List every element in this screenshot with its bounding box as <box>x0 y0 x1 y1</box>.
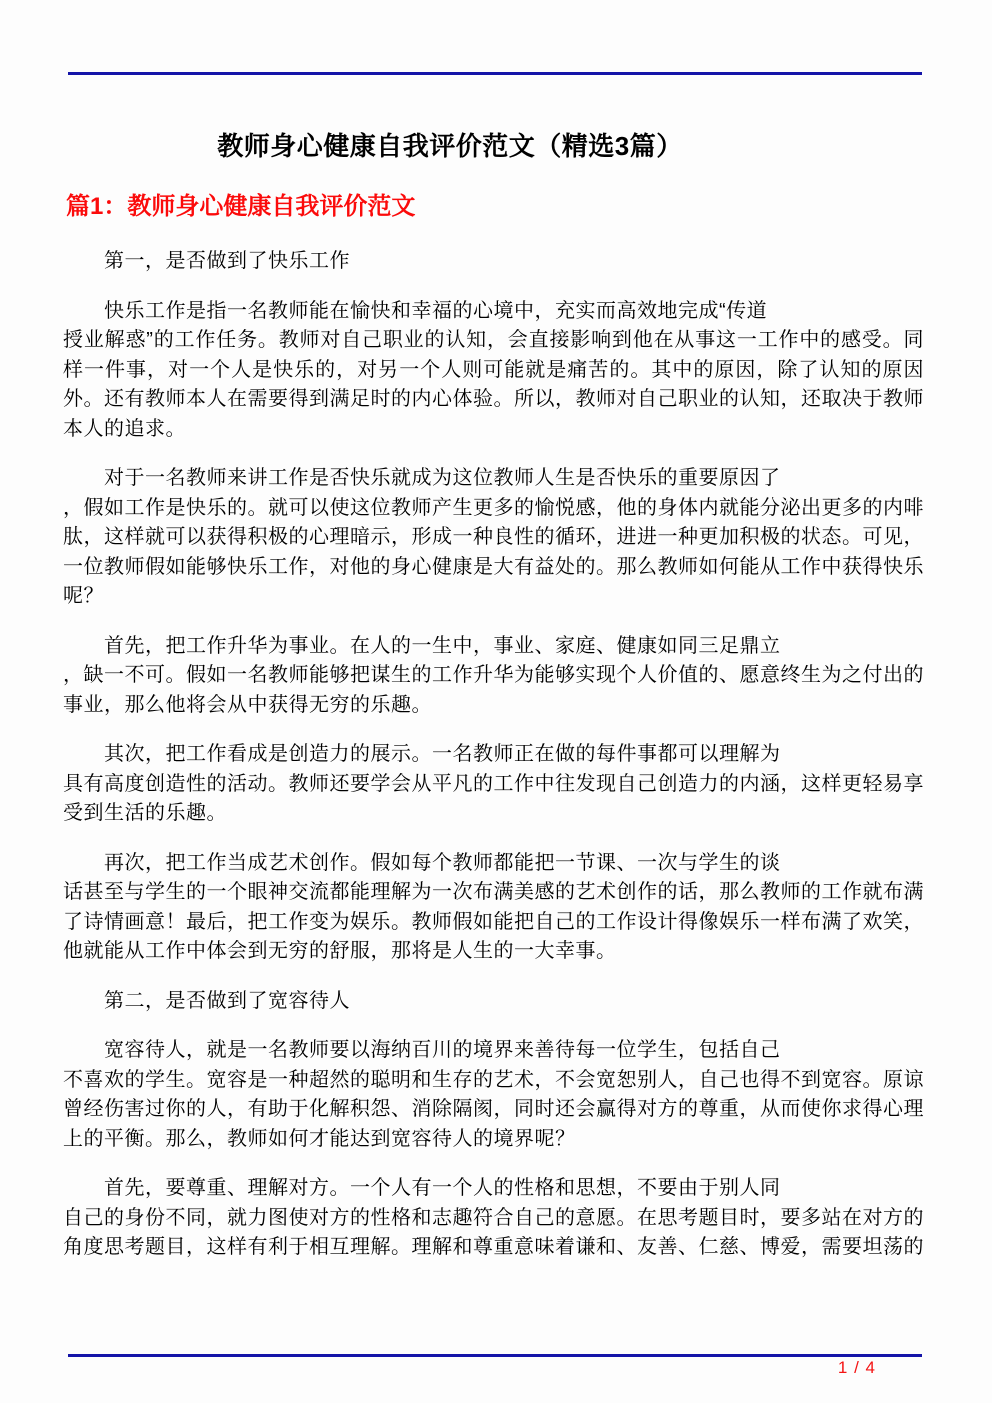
paragraph-rest: 具有高度创造性的活动。教师还要学会从平凡的工作中往发现自己创造力的内涵，这样更轻易享受到生活的乐趣。 <box>63 772 924 824</box>
paragraph-rest: ，缺一不可。假如一名教师能够把谋生的工作升华为能够实现个人价值的、愿意终生为之付出的事业，那么他将会从中获得无穷的乐趣。 <box>63 664 924 716</box>
paragraph-rest: 自己的身份不同，就力图使对方的性格和志趣符合自己的意愿。在思考题目时，要多站在对方的角度思考题目，这样有利于相互理解。理解和尊重意味着谦和、友善、仁慈、博爱，需要坦荡的 <box>63 1206 924 1258</box>
paragraph-first-line: 首先，要尊重、理解对方。一个人有一个人的性格和思想，不要由于别人同 <box>104 1177 781 1199</box>
paragraph-subhead <box>63 247 924 277</box>
paragraph <box>63 740 924 829</box>
paragraph-first-line: 宽容待人，就是一名教师要以海纳百川的境界来善待每一位学生，包括自己 <box>104 1039 781 1061</box>
paragraph <box>63 849 924 967</box>
footer-divider <box>68 1354 922 1357</box>
paragraph <box>63 1174 924 1263</box>
paragraph-first-line: 快乐工作是指一名教师能在愉快和幸福的心境中，充实而高效地完成“传道 <box>104 299 768 322</box>
paragraph-first-line: 对于一名教师来讲工作是否快乐就成为这位教师人生是否快乐的重要原因了 <box>104 467 781 489</box>
paragraph-first-line: 其次，把工作看成是创造力的展示。一名教师正在做的每件事都可以理解为 <box>104 743 781 765</box>
paragraph-rest: 授业解惑”的工作任务。教师对自己职业的认知，会直接影响到他在从事这一工作中的感受。同样一件事，对一个人是快乐的，对另一个人则可能就是痛苦的。其中的原因，除了认知的原因外。还有教师本人在需要得到满足时的内心体验。所以，教师对自己职业的认知，还取决于教师本人的追求。 <box>63 329 924 440</box>
page-number: 1 / 4 <box>837 1358 876 1377</box>
paragraph-rest: ，假如工作是快乐的。就可以使这位教师产生更多的愉悦感，他的身体内就能分泌出更多的内啡肽，这样就可以获得积极的心理暗示，形成一种良性的循环，进进一种更加积极的状态。可见，一位教师假如能够快乐工作，对他的身心健康是大有益处的。那么教师如何能从工作中获得快乐呢？ <box>63 496 924 607</box>
page-title: 教师身心健康自我评价范文（精选3篇） <box>217 131 683 161</box>
document-body <box>63 247 924 1283</box>
paragraph <box>63 464 924 612</box>
paragraph-first-line: 首先，把工作升华为事业。在人的一生中，事业、家庭、健康如同三足鼎立 <box>104 634 781 657</box>
section-heading: 篇1：教师身心健康自我评价范文 <box>66 193 416 220</box>
paragraph-text: 第一，是否做到了快乐工作 <box>104 250 350 272</box>
paragraph-first-line: 再次，把工作当成艺术创作。假如每个教师都能把一节课、一次与学生的谈 <box>104 851 781 874</box>
paragraph-subhead <box>63 987 924 1017</box>
paragraph-text: 第二，是否做到了宽容待人 <box>104 989 350 1012</box>
paragraph-rest: 话甚至与学生的一个眼神交流都能理解为一次布满美感的艺术创作的话，那么教师的工作就布满了诗情画意！最后，把工作变为娱乐。教师假如能把自己的工作设计得像娱乐一样布满了欢笑，他就能从工作中体会到无穷的舒服，那将是人生的一大幸事。 <box>63 881 924 962</box>
paragraph <box>63 1036 924 1154</box>
paragraph-rest: 不喜欢的学生。宽容是一种超然的聪明和生存的艺术，不会宽恕别人，自己也得不到宽容。原谅曾经伤害过你的人，有助于化解积怨、消除隔阂，同时还会赢得对方的尊重，从而使你求得心理上的平衡。那么，教师如何才能达到宽容待人的境界呢？ <box>63 1068 924 1150</box>
paragraph <box>63 297 924 445</box>
paragraph <box>63 632 924 721</box>
header-divider <box>68 72 922 75</box>
